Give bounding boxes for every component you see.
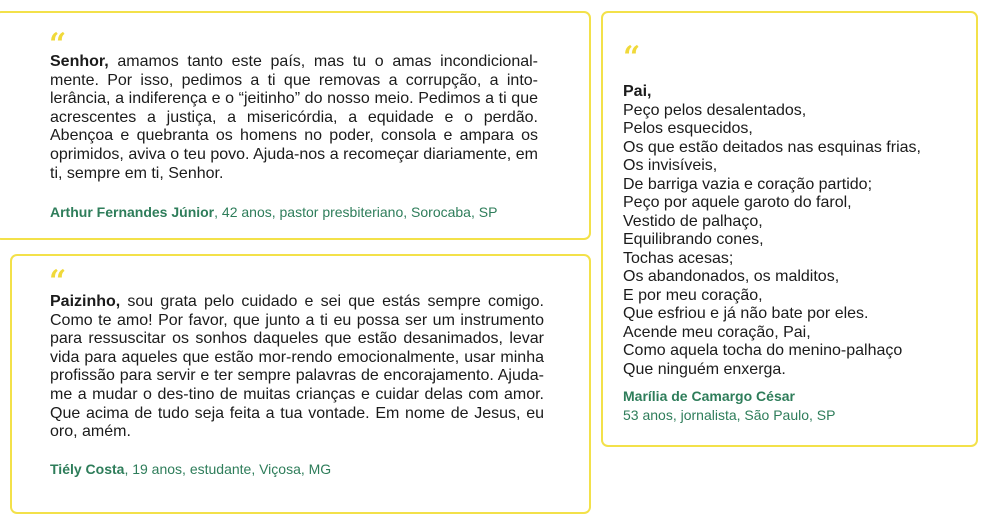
author-info: , 19 anos, estudante, Viçosa, MG — [124, 461, 332, 477]
poem-line: Como aquela tocha do menino-palhaço — [623, 342, 903, 359]
author-info: 53 anos, jornalista, São Paulo, SP — [623, 407, 836, 423]
author-line — [50, 460, 331, 479]
poem-line: Peço pelos desalentados, — [623, 101, 807, 119]
poem-line: De barriga vazia e coração partido; — [623, 175, 873, 193]
author-info: , 42 anos, pastor presbiteriano, Sorocaba, SP — [214, 204, 498, 220]
author-name: Tiély Costa — [50, 461, 125, 477]
author-name: Arthur Fernandes Júnior — [50, 204, 215, 220]
prayer-text — [50, 293, 544, 442]
poem-line: E por meu coração, — [623, 286, 763, 304]
poem-line: Vestido de palhaço, — [623, 212, 763, 230]
poem-line: Equilibrando cones, — [623, 231, 764, 248]
prayer-text — [50, 53, 538, 183]
poem-line: Pelos esquecidos, — [623, 120, 753, 137]
poem-line: Os abandonados, os malditos, — [623, 268, 840, 285]
poem-line: Que esfriou e já não bate por eles. — [623, 305, 869, 322]
prayer-body: amamos tanto este país, mas tu o amas incondicional-mente. Por isso, pedimos a ti que removas a corrupção, a into-lerância, a indiferença e o “jeitinho” do nosso meio. Pedimos a ti que acrescentes a justiça, a misericórdia, a equidade e o perdão. Abençoa e quebranta os homens no poder, consola e ampara os oprimidos, aviva o teu povo. Ajuda-nos a recomeçar diariamente, em ti, sempre em ti, Senhor. — [50, 53, 538, 182]
author-line — [50, 203, 497, 222]
poem-line: Que ninguém enxerga. — [623, 360, 786, 378]
prayer-lead: Paizinho, — [50, 293, 121, 310]
poem-title: Pai, — [623, 83, 652, 100]
quote-mark-icon: “ — [49, 27, 64, 62]
prayer-card-2 — [10, 254, 591, 514]
poem-text — [623, 83, 921, 379]
author-name: Marília de Camargo César — [623, 388, 795, 404]
poem-line: Peço por aquele garoto do farol, — [623, 194, 852, 211]
prayer-body: sou grata pelo cuidado e sei que estás sempre comigo. Como te amo! Por favor, que junto a ti eu possa ser um instrumento para ressuscitar os sonhos daqueles que estão desanimados, levar vida para aqueles que estão mor-rendo emocionalmente, usar minha profissão para servir e ter sempre palavras de encorajamento. Ajuda-me a mudar o des-tino de muitas crianças e cuidar delas com amor. Que acima de tudo seja feita a tua vontade. Em nome de Jesus, eu oro, amém. — [50, 293, 544, 441]
prayer-card-1 — [0, 11, 591, 240]
poem-line: Os que estão deitados nas esquinas frias, — [623, 138, 921, 156]
poem-line: Tochas acesas; — [623, 249, 734, 267]
poem-card — [601, 11, 978, 447]
quote-mark-icon: “ — [623, 40, 638, 75]
quote-mark-icon: “ — [49, 264, 64, 299]
prayer-lead: Senhor, — [50, 53, 109, 70]
poem-line: Acende meu coração, Pai, — [623, 323, 811, 341]
poem-line: Os invisíveis, — [623, 157, 718, 174]
